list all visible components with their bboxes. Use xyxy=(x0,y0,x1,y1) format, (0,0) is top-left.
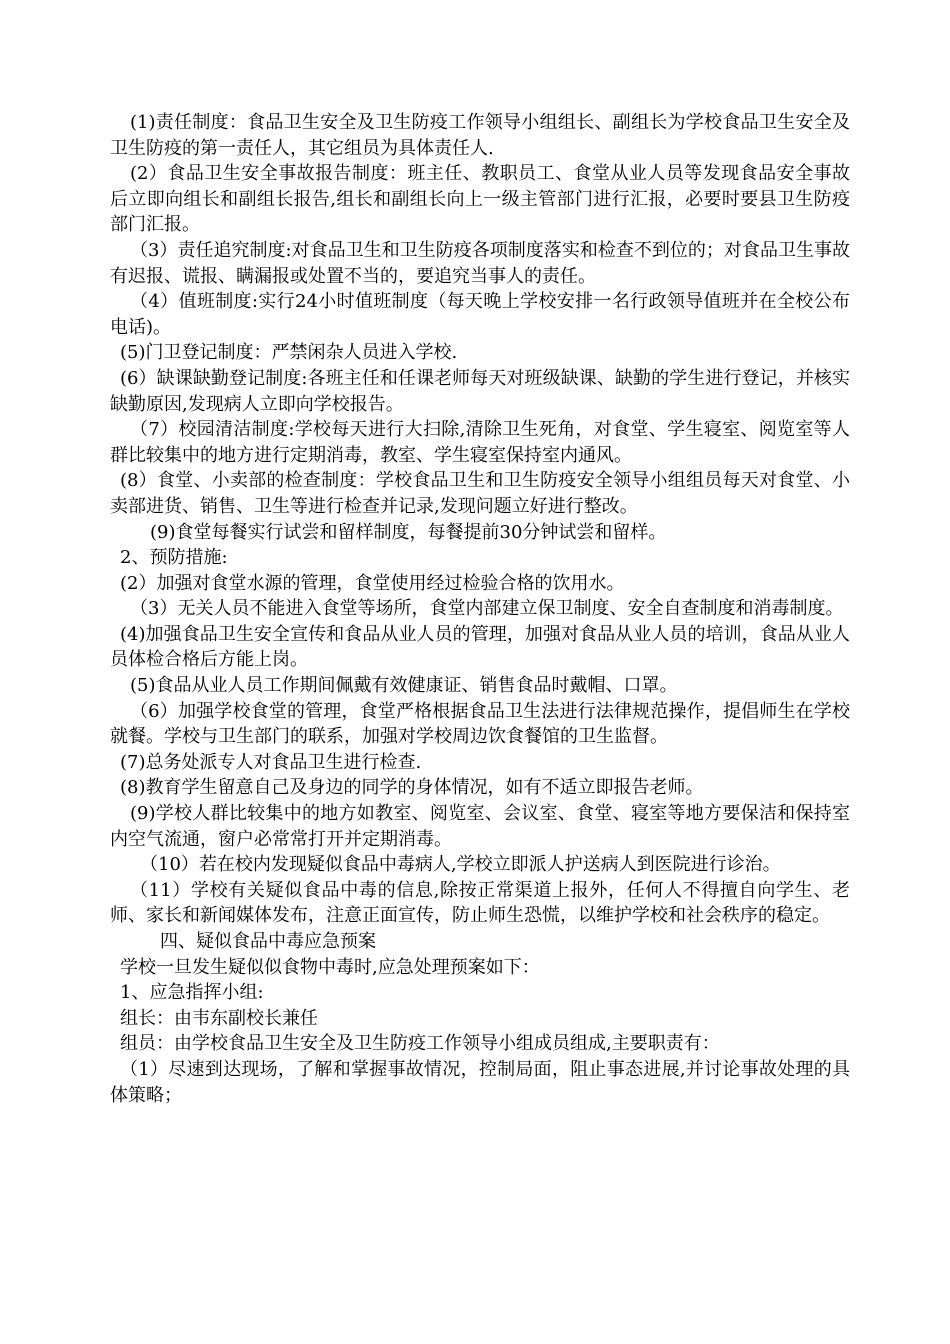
paragraph-group-members: 组员：由学校食品卫生安全及卫生防疫工作领导小组成员组成,主要职责有： xyxy=(120,1033,720,1055)
paragraph-staff-training: (4)加强食品卫生安全宣传和食品从业人员的管理，加强对食品从业人员的培训，食品从业人员体检合格后方能上岗。 xyxy=(110,623,850,671)
paragraph-accountability-system: （3）责任追究制度:对食品卫生和卫生防疫各项制度落实和检查不到位的；对食品卫生事故有迟报、谎报、瞒漏报或处置不当的，要追究当事人的责任。 xyxy=(110,239,850,287)
paragraph-absence-registration: (6）缺课缺勤登记制度:各班主任和任课老师每天对班级缺课、缺勤的学生进行登记，并核实缺勤原因,发现病人立即向学校报告。 xyxy=(110,367,850,415)
paragraph-student-education: (8)教育学生留意自己及身边的同学的身体情况，如有不适立即报告老师。 xyxy=(120,777,704,799)
paragraph-canteen-inspection: (8）食堂、小卖部的检查制度：学校食品卫生和卫生防疫安全领导小组组员每天对食堂、小卖部进货、销售、卫生等进行检查并记录,发现问题立好进行整改。 xyxy=(110,470,850,517)
paragraph-canteen-access: （3）无关人员不能进入食堂等场所，食堂内部建立保卫制度、安全自查制度和消毒制度。 xyxy=(130,598,844,620)
paragraph-responsibility-system: (1)责任制度：食品卫生安全及卫生防疫工作领导小组组长、副组长为学校食品卫生安全及卫生防疫的第一责任人，其它组员为具体责任人. xyxy=(110,112,850,159)
paragraph-accident-report-system: (2）食品卫生安全事故报告制度：班主任、教职员工、食堂从业人员等发现食品安全事故后立即向组长和副组长报告,组长和副组长向上一级主管部门进行汇报，必要时要县卫生防疫部门汇报。 xyxy=(110,163,850,236)
paragraph-gate-registration: (5)门卫登记制度：严禁闲杂人员进入学校. xyxy=(120,342,458,364)
document-page xyxy=(110,110,850,1108)
paragraph-group-leader: 组长：由韦东副校长兼任 xyxy=(120,1007,318,1029)
paragraph-canteen-management: （6）加强学校食堂的管理，食堂严格根据食品卫生法进行法律规范操作，提倡师生在学校就餐。学校与卫生部门的联系，加强对学校周边饮食餐馆的卫生监督。 xyxy=(110,700,850,748)
paragraph-water-source: (2）加强对食堂水源的管理，食堂使用经过检验合格的饮用水。 xyxy=(120,572,625,594)
paragraph-campus-cleaning: （7）校园清洁制度:学校每天进行大扫除,清除卫生死角，对食堂、学生寝室、阅览室等人群比较集中的地方进行定期消毒，教室、学生寝室保持室内通风。 xyxy=(110,419,850,466)
paragraph-health-certificate: (5)食品从业人员工作期间佩戴有效健康证、销售食品时戴帽、口罩。 xyxy=(130,675,678,697)
paragraph-duty-item-1: （1）尽速到达现场，了解和掌握事故情况，控制局面，阻止事态进展,并讨论事故处理的具体策略； xyxy=(110,1058,850,1106)
paragraph-plan-intro: 学校一旦发生疑似似食物中毒时,应急处理预案如下： xyxy=(120,956,540,978)
paragraph-duty-system: （4）值班制度:实行24小时值班制度（每天晚上学校安排一名行政领导值班并在全校公布电话)。 xyxy=(110,291,850,338)
paragraph-sample-retention: (9)食堂每餐实行试尝和留样制度，每餐提前30分钟试尝和留样。 xyxy=(150,521,667,543)
paragraph-ventilation: (9)学校人群比较集中的地方如教室、阅览室、会议室、食堂、寝室等地方要保洁和保持室内空气流通，窗户必常常打开并定期消毒。 xyxy=(110,803,850,850)
paragraph-information-release: （11）学校有关疑似食品中毒的信息,除按正常渠道上报外，任何人不得擅自向学生、老师、家长和新闻媒体发布，注意正面宣传，防止师生恐慌，以维护学校和社会秩序的稳定。 xyxy=(110,879,850,927)
paragraph-general-affairs-inspection: (7)总务处派专人对食品卫生进行检查. xyxy=(120,751,422,773)
heading-command-group: 1、应急指挥小组: xyxy=(120,982,264,1004)
heading-prevention-measures: 2、预防措施: xyxy=(120,547,228,569)
paragraph-suspected-case: （10）若在校内发现疑似食品中毒病人,学校立即派人护送病人到医院进行诊治。 xyxy=(140,854,781,876)
heading-emergency-plan: 四、疑似食品中毒应急预案 xyxy=(160,931,376,952)
